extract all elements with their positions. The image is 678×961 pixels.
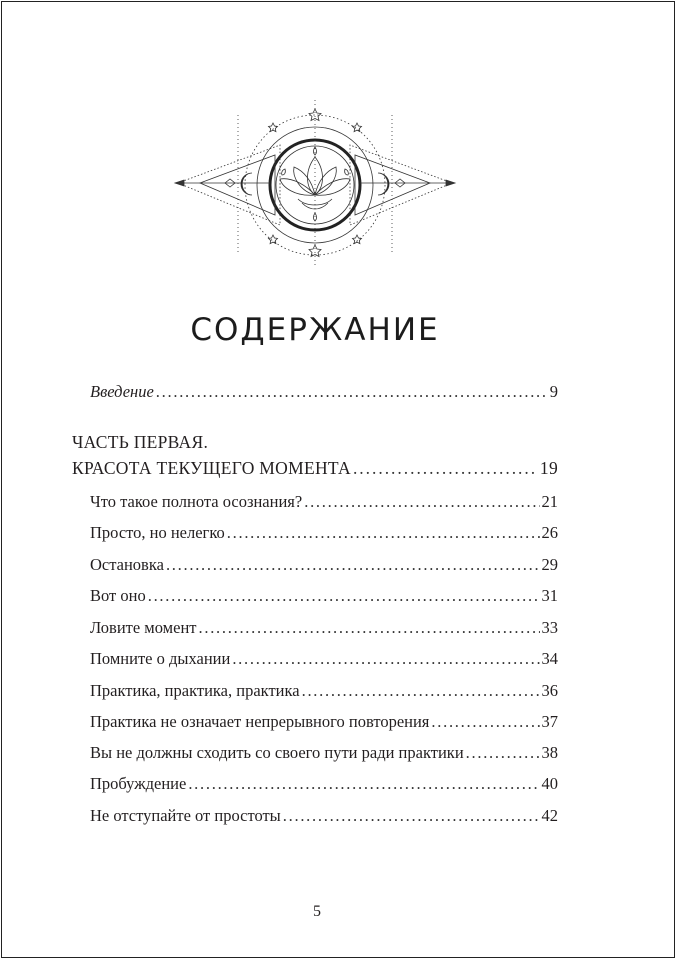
page-number: 5 [313,903,321,920]
toc-entry-label: Не отступайте от простоты [90,806,281,825]
toc-entry[interactable] [90,523,558,545]
toc-entry[interactable] [90,649,558,671]
toc-entry-page: 19 [539,458,558,478]
dot-leader [148,586,540,606]
toc-entry[interactable] [90,618,558,640]
toc-entry-page: 37 [541,712,558,731]
toc-entry-label: Помните о дыхании [90,649,231,668]
toc-entry-page: 42 [541,806,558,825]
part-heading-line1: ЧАСТЬ ПЕРВАЯ. [72,432,209,452]
toc-entry-page: 33 [541,618,558,637]
dot-leader [156,382,548,402]
toc-entry-page: 21 [541,492,558,511]
dot-leader [166,555,540,575]
page-title: СОДЕРЖАНИЕ [190,312,440,348]
toc-entry-page: 40 [541,774,558,793]
toc-entry[interactable] [90,806,558,828]
toc-entry-label: Просто, но нелегко [90,523,225,542]
toc-entry-label: Ловите момент [90,618,197,637]
toc-entry-page: 34 [541,649,558,668]
dot-leader [227,523,540,543]
dot-leader [199,618,540,638]
toc-entry-page: 9 [549,382,558,401]
toc-entry-page: 38 [541,743,558,762]
toc-entry[interactable] [90,681,558,703]
toc-entry-label: Вот оно [90,586,146,605]
toc-entry-label: Практика, практика, практика [90,681,300,700]
toc-entry[interactable] [90,774,558,796]
toc-entry-page: 36 [541,681,558,700]
dot-leader [304,492,539,512]
toc-entry-page: 29 [541,555,558,574]
dot-leader [283,806,540,826]
toc-entry-label: Практика не означает непрерывного повторения [90,712,430,731]
toc-entry[interactable] [90,555,558,577]
toc-entry-page: 26 [541,523,558,542]
dot-leader [431,712,539,732]
toc-entry[interactable] [90,712,558,734]
toc-entry-page: 31 [541,586,558,605]
dot-leader [466,743,540,763]
toc-entry-label: Введение [90,382,154,401]
toc-entry[interactable] [90,586,558,608]
toc-entry-intro[interactable] [90,382,558,404]
toc-entry-label: Что такое полнота осознания? [90,492,303,511]
dot-leader [302,681,540,701]
toc-entry-part-one[interactable] [72,458,558,480]
toc-entry[interactable] [90,743,558,765]
lotus-mandala-icon [170,95,460,265]
toc-entry-label: Вы не должны сходить со своего пути ради практики [90,743,464,762]
toc-entry-label: Пробуждение [90,774,187,793]
dot-leader [353,458,538,478]
toc-entry[interactable] [90,492,558,514]
toc-entry-label: Остановка [90,555,164,574]
part-heading-line2: КРАСОТА ТЕКУЩЕГО МОМЕНТА [72,458,351,478]
dot-leader [188,774,539,794]
dot-leader [232,649,539,669]
